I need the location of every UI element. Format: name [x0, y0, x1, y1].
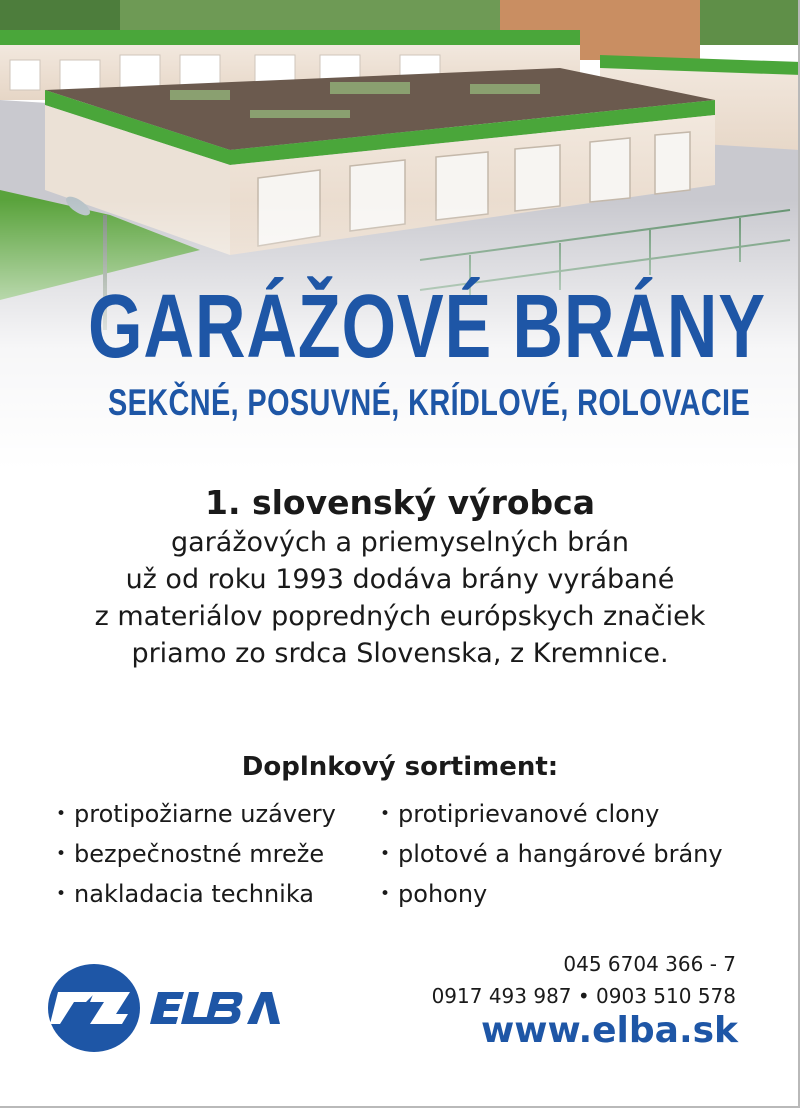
- intro-line: garážových a priemyselných brán: [171, 527, 629, 558]
- elba-wordmark: [150, 992, 280, 1024]
- subheadline: SEKČNÉ, POSUVNÉ, KRÍDLOVÉ, ROLOVACIE: [108, 382, 751, 423]
- extras-list-right: [380, 796, 723, 916]
- website-link[interactable]: www.elba.sk: [480, 1010, 738, 1051]
- list-item: • protipožiarne uzávery: [56, 796, 336, 836]
- list-item: • pohony: [380, 876, 723, 916]
- intro-line: už od roku 1993 dodáva brány vyrábané: [125, 564, 675, 595]
- headline: GARÁŽOVÉ BRÁNY: [88, 277, 766, 377]
- intro-line: z materiálov popredných európskych značiek: [94, 601, 706, 632]
- extras-list-left: [56, 796, 336, 916]
- intro-line: priamo zo srdca Slovenska, z Kremnice.: [131, 638, 669, 669]
- elba-logo: [46, 960, 286, 1060]
- elba-logo-icon: [48, 964, 140, 1052]
- extras-title: Doplnkový sortiment:: [241, 752, 559, 782]
- phone-mobile: 0917 493 987 • 0903 510 578: [431, 984, 736, 1008]
- list-item: • nakladacia technika: [56, 876, 336, 916]
- contact-block: [432, 948, 736, 1012]
- intro-title: 1. slovenský výrobca: [204, 483, 595, 522]
- phone-primary: 045 6704 366 - 7: [563, 952, 736, 976]
- intro-block: [0, 482, 800, 672]
- list-item: • plotové a hangárové brány: [380, 836, 723, 876]
- list-item: • protiprievanové clony: [380, 796, 723, 836]
- list-item: • bezpečnostné mreže: [56, 836, 336, 876]
